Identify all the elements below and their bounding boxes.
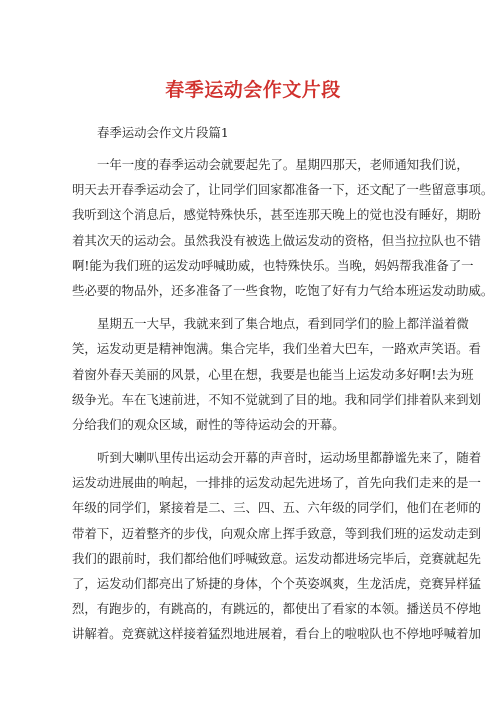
paragraph-line: 讲解着。竞赛就这样接着猛烈地进展着，看台上的啦啦队也不停地呼喊着加 [72, 626, 481, 642]
paragraph-line: 笑，运发动更是精神饱满。集合完毕，我们坐着大巴车，一路欢声笑语。看 [72, 341, 481, 357]
paragraph-line: 级争光。车在飞速前进，不知不觉就到了目的地。我和同学们排着队来到划 [72, 391, 481, 407]
paragraph-line: 听到大喇叭里传出运动会开幕的声音时，运动场里都静谧先来了，随着 [97, 450, 482, 466]
paragraph-line: 我们的跟前时，我们都给他们呼喊致意。运发动都进场完毕后，竞赛就起先 [72, 550, 481, 566]
paragraph-line: 我听到这个消息后，感觉特殊快乐，甚至连那天晚上的觉也没有睡好，期盼 [72, 207, 481, 223]
document-title: 春季运动会作文片段 [165, 79, 341, 101]
paragraph-line: 分给我们的观众区域，耐性的等待运动会的开幕。 [72, 416, 345, 432]
paragraph-line: 带着下，迈着整齐的步伐，向观众席上挥手致意，等到我们班的运发动走到 [72, 525, 481, 541]
paragraph-line: 一年一度的春季运动会就要起先了。星期四那天，老师通知我们说， [97, 157, 469, 172]
section-heading: 春季运动会作文片段篇1 [97, 125, 229, 140]
paragraph-line: 星期五一大早，我就来到了集合地点，看到同学们的脸上都洋溢着微 [97, 316, 469, 332]
paragraph-line: 烈，有跑步的，有跳高的，有跳远的，都使出了看家的本领。播送员不停地 [72, 601, 481, 617]
paragraph-line: 了，运发动们都亮出了矫捷的身体，个个英姿飒爽，生龙活虎，竞赛异样猛 [72, 576, 481, 591]
paragraph-line: 着窗外春天美丽的风景，心里在想，我要是也能当上运发动多好啊!去为班 [72, 366, 474, 382]
paragraph-line: 着其次天的运动会。虽然我没有被选上做运发动的资格，但当拉拉队也不错 [72, 232, 481, 248]
paragraph-line: 运发动进展曲的响起，一排排的运发动起先进场了，首先向我们走来的是一 [72, 475, 481, 491]
paragraph-line: 啊!能为我们班的运发动呼喊助威，也特殊快乐。当晚，妈妈帮我准备了一 [72, 257, 474, 273]
paragraph-line: 明天去开春季运动会了，让同学们回家都准备一下，还文配了一些留意事项。 [72, 182, 494, 198]
paragraph-2 [72, 311, 481, 437]
paragraph-3 [72, 445, 482, 647]
paragraph-line: 些必要的物品外，还多准备了一些食物，吃饱了好有力气给本班运发动助威。 [72, 282, 494, 298]
paragraph-line: 年级的同学们，紧接着是二、三、四、五、六年级的同学们，他们在老师的 [72, 500, 481, 516]
paragraph-1 [72, 152, 494, 303]
